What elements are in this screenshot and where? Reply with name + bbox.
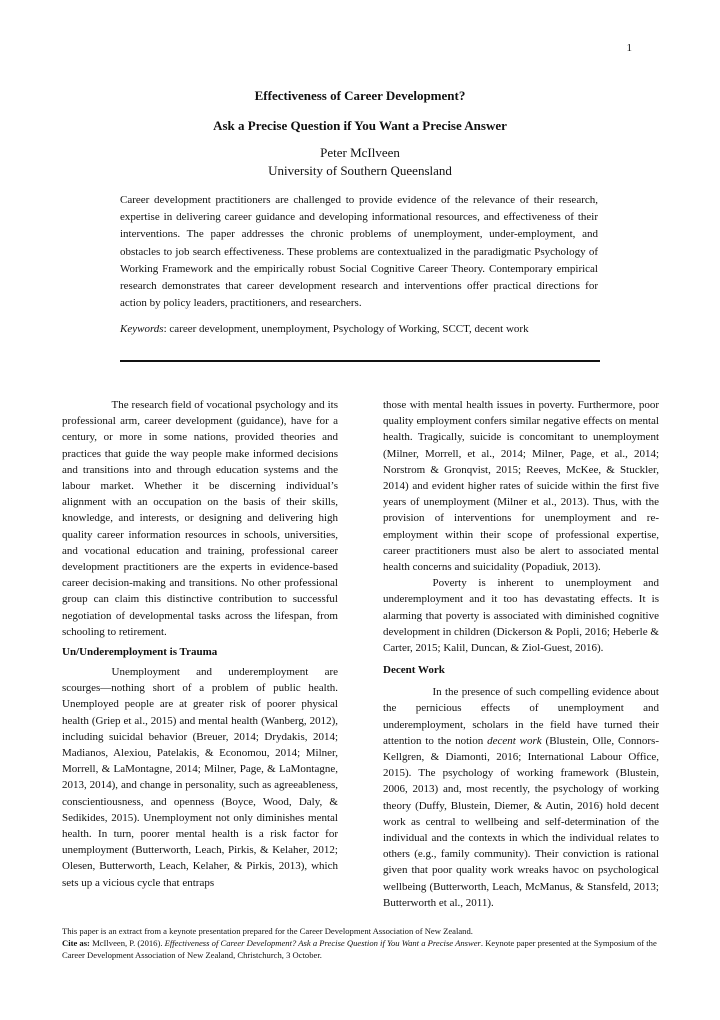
intro-paragraph: The research field of vocational psychology and its professional arm, career development (guidance), have for a century, or more in some nations, provided theories and practices that guide the way people make informed decisions and transitions into and through education systems and the labour market. Whether it be discerning individual’s alignment with an occupation on the basis of their skills, knowledge, and interests, or designing and delivering high quality career information resources in schools, universities, and vocational education and training, professional career development practitioners are the experts in evidence-based career decision-making and transitions. No other professional group can claim this distinctive contribution to successful negotiation of developmental tasks across the lifespan, from schooling to retirement.: [62, 399, 338, 638]
section-divider: [120, 360, 600, 362]
keywords-label: Keywords: [120, 323, 164, 335]
footer-note: [62, 925, 660, 961]
trauma-paragraph: Unemployment and underemployment are scourges—nothing short of a problem of public health. Unemployed people are at greater risk of poorer physical health (Griep et al., 2015) and mental health (Wanberg, 2012), including suicidal behavior (Breuer, 2014; Drydakis, 2014; Madianos, Alexiou, Patelakis, & Economou, 2014; Milner, Morrell, & LaMontagne, 2014; Milner, Page, & LaMontagne, 2013, 2014), and change in personality, such as agreeableness, conscientiousness, and openness (Boyce, Wood, Daly, & Sedikides, 2015). Unemployment not only diminishes mental health. In turn, poorer mental health is a risk factor for unemployment (Butterworth, Leach, Pirkis, & Kelaher, 2012; Olesen, Butterworth, Leach, Kelaher, & Pirkis, 2013), which sets up a vicious cycle that entraps: [62, 666, 338, 889]
continued-paragraph: those with mental health issues in poverty. Furthermore, poor quality employment confers similar negative effects on mental health. Tragically, suicide is concomitant to unemployment (Milner, Morrell, et al., 2014; Milner, Page, et al., 2014; Norstrom & Gronqvist, 2015; Reeves, McKee, & Stuckler, 2014) and evident higher rates of suicide within the first five years of unemployment (Milner et al., 2013). Thus, with the provision of interventions for unemployment and re-employment within their scope of professional expertise, career practitioners must also be alert to associated mental health concerns and suicidality (Popadiuk, 2013).: [383, 399, 659, 574]
author-affiliation: University of Southern Queensland: [268, 163, 452, 178]
cite-label: Cite as:: [62, 938, 90, 948]
paper-subtitle: Ask a Precise Question if You Want a Precise Answer: [213, 118, 507, 133]
right-column: [383, 397, 659, 911]
decent-work-text-a: In the presence of such compelling evidence about the pernicious effects of unemployment and underemployment, scholars in the field have turned their attention to the notion: [383, 686, 659, 747]
page-number: 1: [626, 42, 632, 54]
cite-text-a: McIlveen, P. (2016).: [89, 938, 165, 948]
author-name: Peter McIlveen: [320, 145, 400, 160]
section-heading-decent-work: Decent Work: [383, 664, 445, 677]
decent-work-paragraph: [383, 684, 659, 911]
section-heading-trauma: Un/Underemployment is Trauma: [62, 646, 218, 659]
paper-title: Effectiveness of Career Development?: [254, 88, 466, 103]
footer-citation: [62, 937, 660, 961]
decent-work-text-b: (Blustein, Olle, Connors-Kellgren, & Diamonti, 2016; International Labour Office, 2015). The psychology of working framework (Blustein, 2006, 2013) and, most recently, the psychology of working theory (Duffy, Blustein, Diemer, & Autin, 2016) hold decent work as central to wellbeing and self-determination of the individual and the contexts in which the individual relates to others (e.g., family community). Their conviction is rational given that poor quality work wreaks havoc on psychological wellbeing (Butterworth, Leach, McManus, & Stansfeld, 2013; Butterworth et al., 2011).: [383, 734, 659, 909]
cite-title: Effectiveness of Career Development? Ask a Precise Question if You Want a Precise Answer: [164, 938, 481, 948]
left-column: [62, 397, 338, 891]
keywords-text: : career development, unemployment, Psychology of Working, SCCT, decent work: [163, 323, 529, 335]
cite-text-b: . Keynote paper presented at the Symposium of the Career Development Association of New Zealand, Christchurch, 3 October.: [62, 938, 657, 960]
keywords: [120, 323, 598, 335]
poverty-paragraph: Poverty is inherent to unemployment and underemployment and it too has devastating effects. It is alarming that poverty is associated with diminished cognitive development in children (Dickerson & Popli, 2016; Heberle & Carter, 2015; Kalil, Duncan, & Ziol-Guest, 2016).: [383, 577, 659, 655]
footer-line1: This paper is an extract from a keynote presentation prepared for the Career Development Association of New Zealand.: [62, 926, 473, 936]
author-block: [0, 144, 720, 180]
abstract: Career development practitioners are challenged to provide evidence of the relevance of their research, expertise in delivering career guidance and developing informational resources, and effectiveness of their interventions. The paper addresses the chronic problems of unemployment, under-employment, and obstacles to job search effectiveness. These problems are contextualized in the paradigmatic Psychology of Working Framework and the empirically robust Social Cognitive Career Theory. Contemporary empirical research demonstrates that career development research and interventions offer practical directions for action by policy leaders, practitioners, and researchers.: [120, 194, 598, 310]
decent-work-emphasis: decent work: [487, 734, 542, 747]
